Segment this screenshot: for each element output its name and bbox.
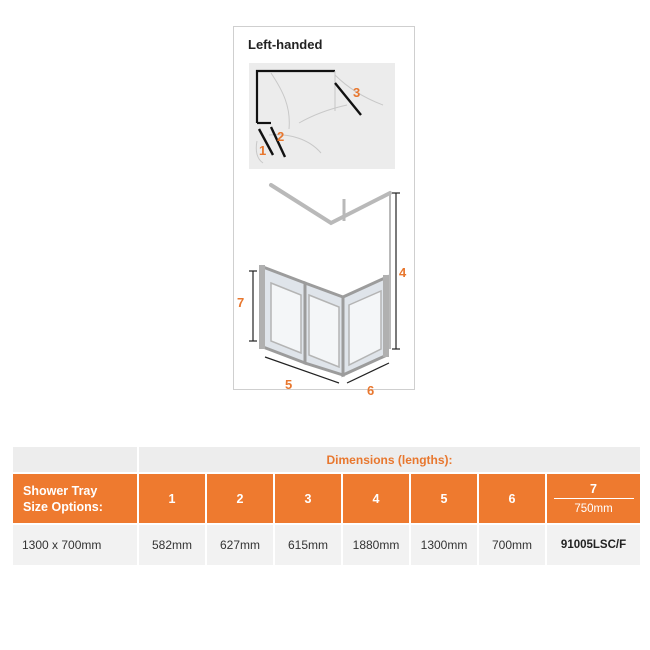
column-header-5: 5 bbox=[411, 474, 477, 523]
cell-value-5: 1300mm bbox=[411, 523, 477, 565]
screen-post bbox=[383, 275, 389, 357]
enclosure-drawing bbox=[237, 179, 409, 398]
cell-value-1: 582mm bbox=[139, 523, 205, 565]
enclosure-label-6: 6 bbox=[367, 383, 375, 398]
column-header-7: 7 bbox=[590, 481, 597, 496]
row-header-cell bbox=[13, 474, 137, 523]
plan-label-2: 2 bbox=[277, 129, 285, 144]
screen-glass bbox=[309, 295, 339, 367]
column-header-1: 1 bbox=[139, 474, 205, 523]
cell-size: 1300 x 700mm bbox=[13, 523, 137, 565]
column-header-2: 2 bbox=[207, 474, 273, 523]
column-header-4: 4 bbox=[343, 474, 409, 523]
screen-post bbox=[259, 265, 265, 349]
column-header-6: 6 bbox=[479, 474, 545, 523]
door-swing-arc bbox=[299, 105, 347, 123]
cell-value-6: 700mm bbox=[479, 523, 545, 565]
screen-glass bbox=[271, 283, 301, 353]
plan-label-3: 3 bbox=[353, 85, 361, 100]
cell-value-3: 615mm bbox=[275, 523, 341, 565]
plan-walls bbox=[257, 71, 335, 123]
column-header-3: 3 bbox=[275, 474, 341, 523]
enclosure-view bbox=[237, 179, 409, 398]
curtain-rail bbox=[271, 185, 390, 223]
door-swing-arc bbox=[271, 73, 289, 129]
column-header-7-cell bbox=[547, 474, 640, 523]
row-header-line-2: Size Options: bbox=[23, 499, 103, 514]
cell-value-2: 627mm bbox=[207, 523, 273, 565]
table-header-row bbox=[13, 474, 640, 523]
cell-product-code: 91005LSC/F bbox=[547, 523, 640, 565]
diagram-title: Left-handed bbox=[248, 37, 323, 52]
row-header-line-1: Shower Tray bbox=[23, 483, 98, 498]
cell-value-4: 1880mm bbox=[343, 523, 409, 565]
diagram-card bbox=[233, 26, 415, 398]
enclosure-label-4: 4 bbox=[399, 265, 407, 280]
column-header-divider bbox=[554, 498, 634, 499]
table-band-title: Dimensions (lengths): bbox=[139, 447, 640, 474]
plan-view bbox=[249, 63, 395, 169]
plan-label-1: 1 bbox=[259, 143, 267, 158]
table-band-row bbox=[13, 447, 640, 474]
table-row bbox=[13, 523, 640, 565]
enclosure-label-5: 5 bbox=[285, 377, 293, 392]
plan-view-drawing bbox=[249, 63, 395, 169]
dimensions-table bbox=[11, 447, 642, 565]
column-header-7-sub: 750mm bbox=[574, 502, 613, 515]
enclosure-label-7: 7 bbox=[237, 295, 245, 310]
table-band-spacer bbox=[13, 447, 137, 474]
